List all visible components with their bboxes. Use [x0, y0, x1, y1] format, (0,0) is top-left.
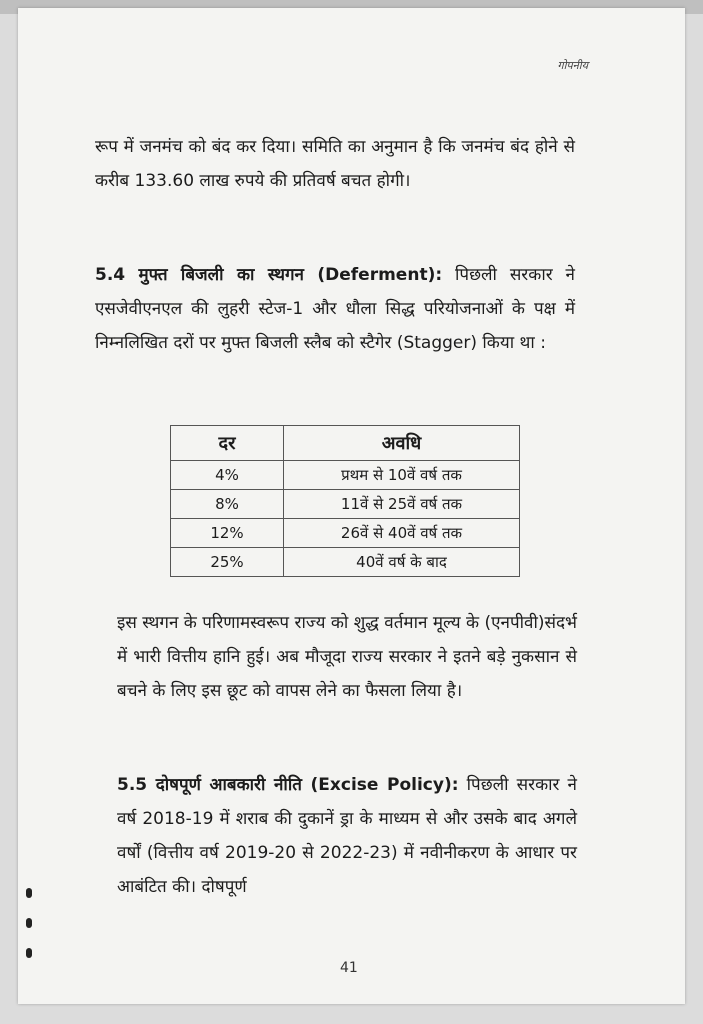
- header-rate: दर: [171, 426, 284, 461]
- section-5-4: [95, 258, 575, 360]
- period-cell: 11वें से 25वें वर्ष तक: [284, 490, 520, 519]
- section-5-4-body: पिछली सरकार ने एसजेवीएनएल की लुहरी स्टेज-1 और धौला सिद्ध परियोजनाओं के पक्ष में निम्नलिखित दरों पर मुफ्त बिजली स्लैब को स्टैगेर (Stagger) किया था :: [95, 265, 575, 353]
- table-row: [171, 548, 520, 577]
- period-cell: 26वें से 40वें वर्ष तक: [284, 519, 520, 548]
- table-row: [171, 519, 520, 548]
- rates-table: [170, 425, 520, 577]
- paragraph-1: रूप में जनमंच को बंद कर दिया। समिति का अनुमान है कि जनमंच बंद होने से करीब 133.60 लाख रुपये की प्रतिवर्ष बचत होगी।: [95, 137, 575, 191]
- table-header-row: [171, 426, 520, 461]
- header-label: गोपनीय: [557, 59, 588, 72]
- binding-marks: [26, 888, 32, 978]
- rate-cell: 4%: [171, 461, 284, 490]
- rate-cell: 8%: [171, 490, 284, 519]
- rate-cell: 25%: [171, 548, 284, 577]
- section-5-5-heading: 5.5 दोषपूर्ण आबकारी नीति (Excise Policy):: [117, 775, 459, 795]
- period-cell: 40वें वर्ष के बाद: [284, 548, 520, 577]
- section-5-5-body: पिछली सरकार ने वर्ष 2018-19 में शराब की दुकानें ड्रा के माध्यम से और उसके बाद अगले वर्षों (वित्तीय वर्ष 2019-20 से 2022-23) में नवीनीकरण के आधार पर आबंटित की। दोषपूर्ण: [117, 775, 577, 897]
- table-row: [171, 461, 520, 490]
- page-number: 41: [340, 960, 358, 976]
- section-5-5: [117, 768, 577, 904]
- period-cell: प्रथम से 10वें वर्ष तक: [284, 461, 520, 490]
- rate-cell: 12%: [171, 519, 284, 548]
- header-period: अवधि: [284, 426, 520, 461]
- table-row: [171, 490, 520, 519]
- section-5-4-heading: 5.4 मुफ्त बिजली का स्थगन (Deferment):: [95, 265, 443, 285]
- paragraph-3: इस स्थगन के परिणामस्वरूप राज्य को शुद्ध वर्तमान मूल्य के (एनपीवी)संदर्भ में भारी वित्तीय हानि हुई। अब मौजूदा राज्य सरकार ने इतने बड़े नुकसान से बचने के लिए इस छूट को वापस लेने का फैसला लिया है।: [117, 613, 577, 701]
